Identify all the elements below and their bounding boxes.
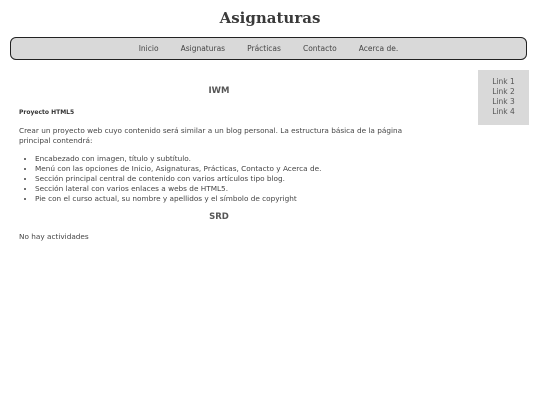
main-content (19, 86, 419, 241)
nav-item-inicio[interactable]: Inicio (138, 44, 159, 53)
sidebar-link-4[interactable]: Link 4 (492, 107, 515, 116)
list-item: • Sección principal central de contenido con varios artículos tipo blog. (35, 174, 419, 184)
sidebar-link-1[interactable]: Link 1 (492, 77, 515, 86)
feature-list (19, 154, 419, 204)
main-nav (10, 37, 527, 60)
project-title: Proyecto HTML5 (19, 109, 75, 116)
section-heading-iwm: IWM (208, 86, 230, 96)
page-title: Asignaturas (219, 9, 321, 27)
list-item: • Pie con el curso actual, su nombre y apellidos y el símbolo de copyright (35, 194, 419, 204)
list-item: • Menú con las opciones de Inicio, Asignaturas, Prácticas, Contacto y Acerca de. (35, 164, 419, 174)
nav-item-contacto[interactable]: Contacto (302, 44, 337, 53)
nav-item-practicas[interactable]: Prácticas (247, 44, 281, 53)
sidebar-link-2[interactable]: Link 2 (492, 87, 515, 96)
list-item: • Encabezado con imagen, título y subtítulo. (35, 154, 419, 164)
sidebar-link-3[interactable]: Link 3 (492, 97, 515, 106)
empty-state-text: No hay actividades (19, 232, 89, 241)
project-description: Crear un proyecto web cuyo contenido será similar a un blog personal. La estructura básica de la página principal contendrá: (19, 126, 403, 145)
nav-item-asignaturas[interactable]: Asignaturas (180, 44, 226, 53)
section-heading-srd: SRD (209, 212, 229, 222)
nav-item-acerca-de[interactable]: Acerca de. (358, 44, 399, 53)
list-item: • Sección lateral con varios enlaces a webs de HTML5. (35, 184, 419, 194)
sidebar (478, 70, 529, 125)
